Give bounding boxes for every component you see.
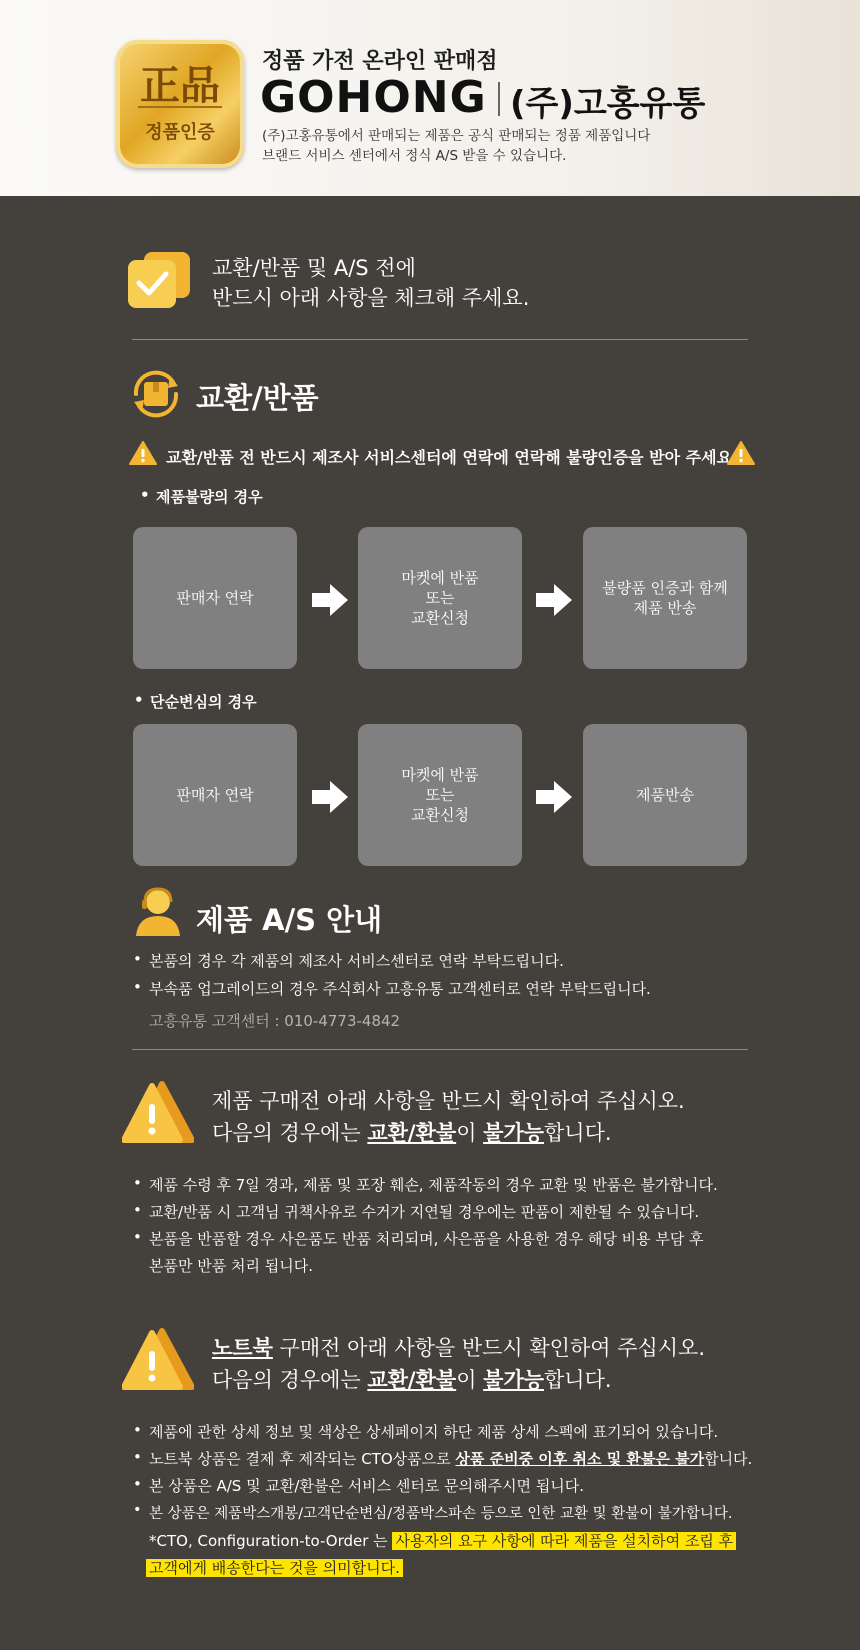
customer-center-contact: 고흥유통 고객센터 : 010-4773-4842 (149, 1012, 401, 1030)
warning-icon (726, 440, 756, 466)
brand-separator (498, 82, 500, 116)
arrow-right-icon (536, 779, 572, 815)
defect-case-label: • 제품불량의 경우 (156, 486, 263, 507)
purchase-notice-item: • 제품 수령 후 7일 경과, 제품 및 포장 훼손, 제품작동의 경우 교환 및 반품은 불가합니다. (149, 1174, 718, 1195)
badge-main-text: 正品 (140, 63, 220, 109)
purchase-notice-item: • 교환/반품 시 고객님 귀책사유로 수거가 지연될 경우에는 판품이 제한될 수 있습니다. (149, 1201, 699, 1222)
authentic-badge (116, 40, 244, 168)
cto-highlight: 사용자의 요구 사항에 따라 제품을 설치하여 조립 후 (392, 1532, 736, 1550)
check-icon (126, 252, 192, 308)
as-item: • 부속품 업그레이드의 경우 주식회사 고흥유통 고객센터로 연락 부탁드립니다. (149, 978, 651, 999)
as-title: 제품 A/S 안내 (196, 903, 383, 937)
badge-sub-text: 정품인증 (145, 122, 215, 143)
purchase-notice-item: • 본품을 반품할 경우 사은품도 반품 처리되며, 사은품을 사용한 경우 해당 비용 부담 후 (149, 1228, 704, 1249)
store-tagline: 정품 가전 온라인 판매점 (262, 49, 498, 74)
box-exchange-icon (126, 364, 186, 424)
flow-step-contact-seller: 판매자 연락 (133, 724, 297, 866)
warning-icon (122, 1080, 194, 1144)
flow-step-market-request: 마켓에 반품 또는 교환신청 (358, 724, 522, 866)
flow-step-return-product: 제품반송 (583, 724, 747, 866)
cto-note-line-1: *CTO, Configuration-to-Order 는 사용자의 요구 사항에 따라 제품을 설치하여 조립 후 (149, 1530, 736, 1551)
company-name: (주)고홍유통 (510, 84, 706, 124)
header-desc-2: 브랜드 서비스 센터에서 정식 A/S 받을 수 있습니다. (262, 148, 567, 164)
purchase-notice-item-cont: 본품만 반품 처리 됩니다. (149, 1257, 313, 1275)
intro-line-2: 반드시 아래 사항을 체크해 주세요. (212, 286, 530, 310)
purchase-notice-line-2: 다음의 경우에는 교환/환불이 불가능합니다. (212, 1121, 612, 1145)
arrow-right-icon (312, 582, 348, 618)
notebook-notice-line-1: 노트북 구매전 아래 사항을 반드시 확인하여 주십시오. (212, 1336, 706, 1360)
flow-step-contact-seller: 판매자 연락 (133, 527, 297, 669)
change-of-mind-label: • 단순변심의 경우 (150, 691, 257, 712)
brand-name: GOHONG (260, 72, 487, 123)
intro-line-1: 교환/반품 및 A/S 전에 (212, 256, 416, 280)
notebook-notice-line-2: 다음의 경우에는 교환/환불이 불가능합니다. (212, 1368, 612, 1392)
header-desc-1: (주)고홍유통에서 판매되는 제품은 공식 판매되는 정품 제품입니다 (262, 128, 651, 144)
flow-step-return-with-proof: 불량품 인증과 함께 제품 반송 (583, 527, 747, 669)
arrow-right-icon (312, 779, 348, 815)
flow-step-market-request: 마켓에 반품 또는 교환신청 (358, 527, 522, 669)
cto-highlight: 고객에게 배송한다는 것을 의미합니다. (146, 1559, 403, 1577)
purchase-notice-line-1: 제품 구매전 아래 사항을 반드시 확인하여 주십시오. (212, 1089, 685, 1113)
notebook-notice-item: • 본 상품은 A/S 및 교환/환불은 서비스 센터로 문의해주시면 됩니다. (149, 1475, 584, 1496)
warning-icon (122, 1327, 194, 1391)
badge-divider (138, 106, 222, 108)
exchange-warning: 교환/반품 전 반드시 제조사 서비스센터에 연락에 연락해 불량인증을 받아 주세요 (166, 448, 733, 467)
notebook-notice-item: • 노트북 상품은 결제 후 제작되는 CTO상품으로 상품 준비중 이후 취소 및 환불은 불가합니다. (149, 1448, 752, 1469)
brand-header (0, 0, 860, 196)
notebook-notice-item: • 본 상품은 제품박스개봉/고객단순변심/정품박스파손 등으로 인한 교환 및 환불이 불가합니다. (149, 1502, 733, 1523)
section-divider (132, 339, 748, 340)
exchange-title: 교환/반품 (196, 381, 319, 415)
warning-icon (128, 440, 158, 466)
notebook-notice-item: • 제품에 관한 상세 정보 및 색상은 상세페이지 하단 제품 상세 스펙에 표기되어 있습니다. (149, 1421, 718, 1442)
section-divider (132, 1049, 748, 1050)
arrow-right-icon (536, 582, 572, 618)
as-item: • 본품의 경우 각 제품의 제조사 서비스센터로 연락 부탁드립니다. (149, 950, 564, 971)
support-agent-icon (132, 886, 184, 936)
cto-note-line-2 (146, 1557, 403, 1578)
